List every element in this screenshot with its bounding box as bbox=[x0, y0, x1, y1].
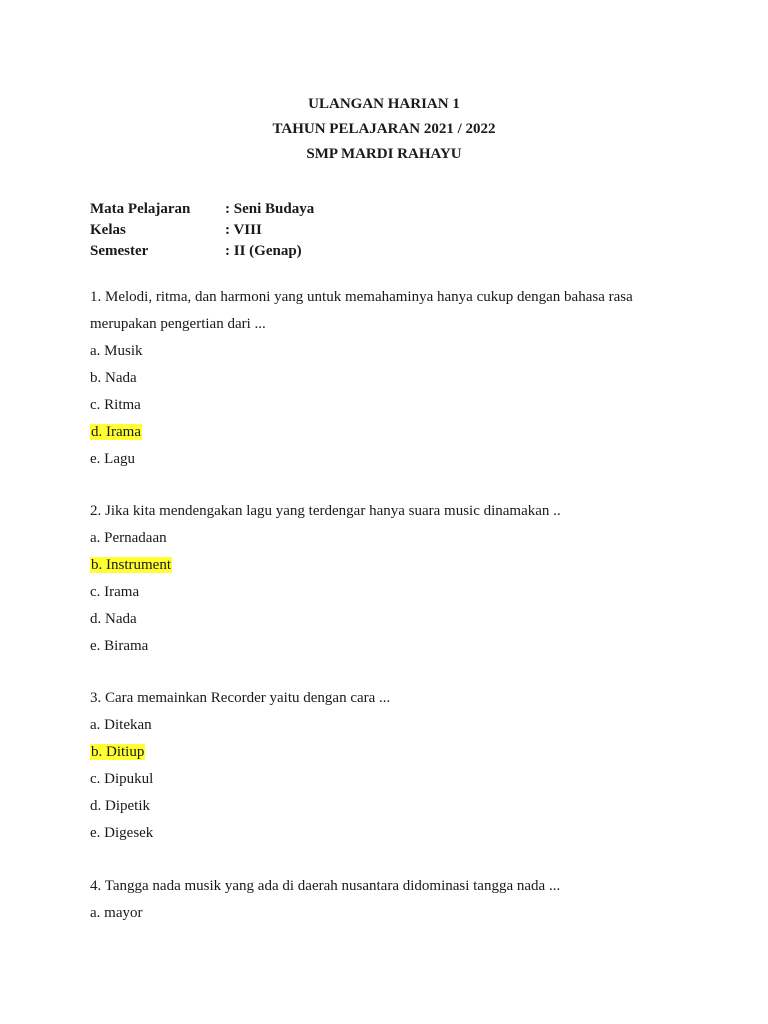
option-d bbox=[90, 606, 690, 633]
option-label: c. Irama bbox=[90, 584, 140, 600]
option-c bbox=[90, 392, 690, 419]
option-a bbox=[90, 338, 690, 365]
info-row-semester bbox=[90, 241, 314, 262]
exam-info bbox=[90, 199, 314, 262]
option-label: a. mayor bbox=[90, 905, 143, 921]
question-3 bbox=[90, 685, 690, 847]
question-text: 3. Cara memainkan Recorder yaitu dengan cara ... bbox=[90, 690, 391, 706]
highlighted-answer: b. Ditiup bbox=[91, 744, 145, 760]
option-label: b. Nada bbox=[90, 370, 137, 386]
highlighted-answer: b. Instrument bbox=[91, 557, 171, 573]
info-value: : VIII bbox=[225, 222, 262, 238]
option-d bbox=[90, 793, 690, 820]
option-b bbox=[90, 552, 690, 579]
document-header bbox=[0, 92, 768, 167]
option-label: a. Ditekan bbox=[90, 717, 152, 733]
option-label: d. Nada bbox=[90, 611, 137, 627]
option-label: a. Pernadaan bbox=[90, 530, 167, 546]
info-row-subject bbox=[90, 199, 314, 220]
question-text: 2. Jika kita mendengakan lagu yang terdengar hanya suara music dinamakan .. bbox=[90, 503, 561, 519]
option-a bbox=[90, 712, 690, 739]
question-2 bbox=[90, 498, 690, 660]
option-a bbox=[90, 525, 690, 552]
option-label: a. Musik bbox=[90, 343, 143, 359]
header-line-2: TAHUN PELAJARAN 2021 / 2022 bbox=[272, 121, 496, 137]
info-label: Kelas bbox=[90, 222, 126, 238]
question-text: 1. Melodi, ritma, dan harmoni yang untuk memahaminya hanya cukup dengan bahasa rasa merupakan pengertian dari ... bbox=[90, 289, 633, 332]
option-c bbox=[90, 766, 690, 793]
info-label: Mata Pelajaran bbox=[90, 201, 191, 217]
question-text: 4. Tangga nada musik yang ada di daerah nusantara didominasi tangga nada ... bbox=[90, 878, 561, 894]
option-e bbox=[90, 446, 690, 473]
option-label: e. Birama bbox=[90, 638, 149, 654]
option-label: e. Lagu bbox=[90, 451, 135, 467]
option-label: c. Dipukul bbox=[90, 771, 154, 787]
info-value: : Seni Budaya bbox=[225, 201, 315, 217]
option-label: e. Digesek bbox=[90, 825, 154, 841]
question-4 bbox=[90, 873, 690, 927]
option-e bbox=[90, 820, 690, 847]
option-e bbox=[90, 633, 690, 660]
option-b bbox=[90, 739, 690, 766]
info-row-class bbox=[90, 220, 314, 241]
header-line-1: ULANGAN HARIAN 1 bbox=[308, 96, 460, 112]
option-b bbox=[90, 365, 690, 392]
option-a bbox=[90, 900, 690, 927]
question-1 bbox=[90, 284, 690, 473]
option-label: c. Ritma bbox=[90, 397, 141, 413]
option-label: d. Dipetik bbox=[90, 798, 150, 814]
option-c bbox=[90, 579, 690, 606]
info-label: Semester bbox=[90, 243, 149, 259]
header-line-3: SMP MARDI RAHAYU bbox=[306, 146, 462, 162]
option-d bbox=[90, 419, 690, 446]
info-value: : II (Genap) bbox=[225, 243, 302, 259]
highlighted-answer: d. Irama bbox=[91, 424, 141, 440]
